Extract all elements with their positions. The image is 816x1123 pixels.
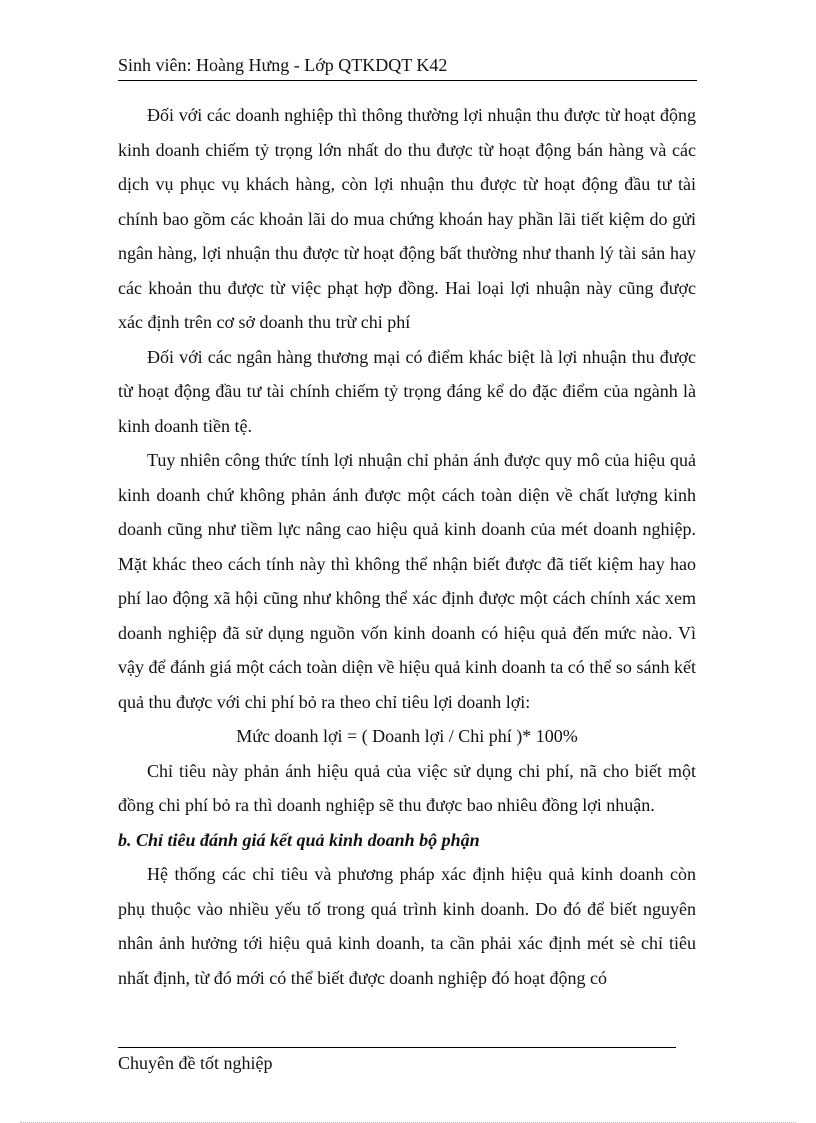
footer-divider	[118, 1047, 676, 1048]
paragraph-bank-profit: Đối với các ngân hàng thương mại có điểm khác biệt là lợi nhuận thu được từ hoạt động đầu tư tài chính chiếm tỷ trọng đáng kể do đặc điểm của ngành là kinh doanh tiền tệ.	[118, 346, 696, 436]
document-body	[118, 98, 696, 995]
paragraph-indicator-system: Hệ thống các chỉ tiêu và phương pháp xác định hiệu quả kinh doanh còn phụ thuộc vào nhiều yếu tố trong quá trình kinh doanh. Do đó để biết nguyên nhân ảnh hưởng tới hiệu quả kinh doanh, ta cần phải xác định mét sè chỉ tiêu nhất định, từ đó mới có thể biết được doanh nghiệp đó hoạt động có	[118, 864, 696, 988]
page-footer: Chuyên đề tốt nghiệp	[118, 1053, 273, 1073]
profit-rate-formula: Mức doanh lợi = ( Doanh lợi / Chi phí )* 100%	[236, 726, 578, 746]
paragraph-profit-limitation: Tuy nhiên công thức tính lợi nhuận chỉ phản ánh được quy mô của hiệu quả kinh doanh chứ không phản ánh được một cách toàn diện về chất lượng kinh doanh cũng như tiềm lực nâng cao hiệu quả kinh doanh của mét doanh nghiệp. Mặt khác theo cách tính này thì không thể nhận biết được đã tiết kiệm hay hao phí lao động xã hội cũng như không thể xác định được một cách chính xác xem doanh nghiệp đã sử dụng nguồn vốn kinh doanh có hiệu quả đến mức nào. Vì vậy để đánh giá một cách toàn diện về hiệu quả kinh doanh ta có thể so sánh kết quả thu được với chi phí bỏ ra theo chỉ tiêu lợi doanh lợi:	[118, 450, 696, 712]
section-heading-b: b. Chỉ tiêu đánh giá kết quả kinh doanh bộ phận	[118, 829, 480, 850]
paragraph-formula-explanation: Chỉ tiêu này phản ánh hiệu quả của việc sử dụng chi phí, nã cho biết một đồng chi phí bỏ ra thì doanh nghiệp sẽ thu được bao nhiêu đồng lợi nhuận.	[118, 760, 696, 815]
paragraph-business-profit: Đối với các doanh nghiệp thì thông thường lợi nhuận thu được từ hoạt động kinh doanh chiếm tỷ trọng lớn nhất do thu được từ hoạt động bán hàng và các dịch vụ phục vụ khách hàng, còn lợi nhuận thu được từ hoạt động đầu tư tài chính bao gồm các khoản lãi do mua chứng khoán hay phần lãi tiết kiệm do gửi ngân hàng, lợi nhuận thu được từ hoạt động bất thường như thanh lý tài sản hay các khoản thu được từ việc phạt hợp đồng. Hai loại lợi nhuận này cũng được xác định trên cơ sở doanh thu trừ chi phí	[118, 105, 696, 332]
page-header: Sinh viên: Hoàng Hưng - Lớp QTKDQT K42	[118, 52, 697, 81]
